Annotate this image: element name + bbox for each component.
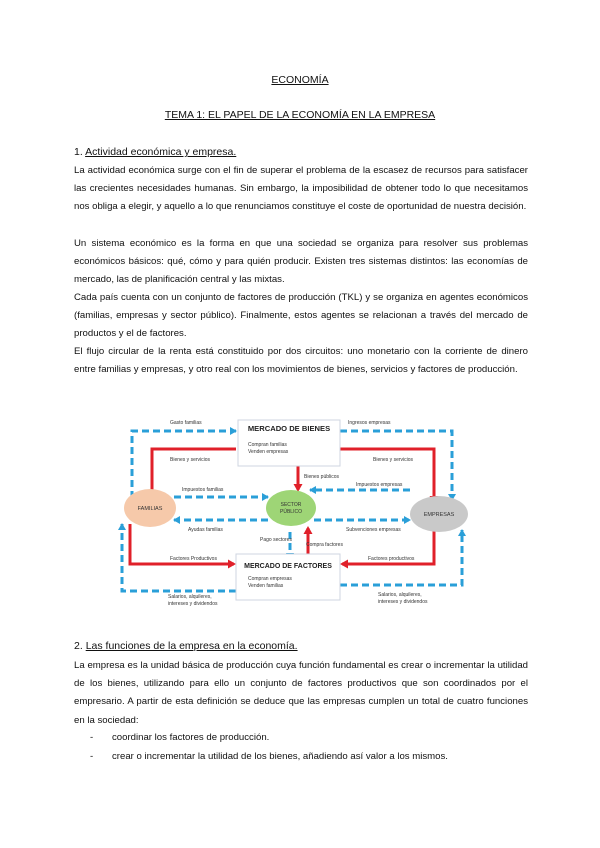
- sector-publico-label-2: PÚBLICO: [280, 509, 302, 515]
- familias-label: FAMILIAS: [137, 506, 163, 512]
- bienes-publicos-label: Bienes públicos: [304, 474, 340, 480]
- empresas-label: EMPRESAS: [423, 512, 455, 518]
- mercado-factores-label: MERCADO DE FACTORES: [244, 563, 332, 570]
- sector-publico-node: [266, 490, 316, 526]
- bienes-servicios-right-label: Bienes y servicios: [373, 457, 414, 463]
- salarios-left-label-2: intereses y dividendos: [168, 601, 218, 607]
- sector-publico-label-1: SECTOR: [280, 502, 302, 508]
- paragraph: El flujo circular de la renta está constituido por dos circuitos: uno monetario con la corriente de dinero entre familias y empresas, y otro real con los movimientos de bienes, servicios y factores de producción.: [74, 346, 528, 376]
- section-1-title: Actividad económica y empresa.: [85, 146, 237, 158]
- section-2-heading: [74, 640, 298, 652]
- factores-right-label: Factores productivos: [368, 556, 415, 562]
- list-item: [74, 751, 528, 770]
- bienes-servicios-left-label: Bienes y servicios: [170, 457, 211, 463]
- mercado-bienes-venden: Venden empresas: [248, 449, 289, 455]
- section-1-heading: [74, 146, 236, 158]
- mercado-factores-box: [236, 554, 340, 600]
- mercado-bienes-compran: Compran familias: [248, 442, 287, 448]
- bullet-marker: -: [90, 732, 94, 743]
- subvenciones-empresas-label: Subvenciones empresas: [346, 527, 401, 533]
- document-subtitle: TEMA 1: EL PAPEL DE LA ECONOMÍA EN LA EMPRESA: [164, 109, 436, 121]
- ingresos-empresas-label: Ingresos empresas: [348, 420, 391, 426]
- salarios-left-label-1: Salarios, alquileres,: [168, 594, 212, 600]
- compra-factores-label: Compra factores: [306, 542, 343, 548]
- paragraph: La empresa es la unidad básica de producción cuya función fundamental es crear o incrementar la utilidad de los bienes, utilizando para ello un conjunto de factores productivos que son coordinados por el empresario. A partir de esta definición se deduce que las empresas cumplen un total de cuatro funciones en la sociedad:: [74, 660, 528, 726]
- mercado-factores-compran: Compran empresas: [248, 576, 292, 582]
- paragraph: Un sistema económico es la forma en que una sociedad se organiza para resolver sus problemas económicos básicos: qué, cómo y para quién producir. Existen tres sistemas distintos: las economías de mercado, las de planificación central y las mixtas.: [74, 238, 528, 286]
- section-2-title: Las funciones de la empresa en la economía.: [85, 640, 298, 652]
- impuestos-familias-label: Impuestos familias: [182, 487, 224, 493]
- list-item: [74, 732, 528, 751]
- mercado-bienes-box: [238, 420, 340, 466]
- bullet-list: [74, 732, 528, 770]
- mercado-factores-venden: Venden familias: [248, 583, 284, 589]
- list-item-text: coordinar los factores de producción.: [112, 732, 270, 743]
- pago-sectores-label: Pago sectores: [260, 537, 292, 543]
- bullet-marker: -: [90, 751, 94, 762]
- salarios-right-label-2: intereses y dividendos: [378, 599, 428, 605]
- circular-flow-diagram: [118, 414, 480, 614]
- section-2-number: 2.: [74, 640, 83, 652]
- paragraph: La actividad económica surge con el fin de superar el problema de la escasez de recursos para satisfacer las crecientes necesidades humanas. Sin embargo, la imposibilidad de obtener todo lo que necesitamos nos obliga a elegir, y aquello a lo que renunciamos constituye el coste de oportunidad de nuestra decisión.: [74, 165, 528, 213]
- section-1-number: 1.: [74, 146, 83, 158]
- salarios-right-label-1: Salarios, alquileres,: [378, 592, 422, 598]
- gasto-familias-label: Gasto familias: [170, 420, 202, 426]
- document-title: ECONOMÍA: [271, 74, 329, 86]
- list-item-text: crear o incrementar la utilidad de los bienes, añadiendo así valor a los mismos.: [112, 751, 448, 762]
- factores-left-label: Factores Productivos: [170, 556, 217, 562]
- paragraph: Cada país cuenta con un conjunto de factores de producción (TKL) y se organiza en agentes económicos (familias, empresas y sector público). Finalmente, estos agentes se relacionan a través del mercado de productos y el de factores.: [74, 292, 528, 340]
- impuestos-empresas-label: Impuestos empresas: [356, 482, 403, 488]
- mercado-bienes-label: MERCADO DE BIENES: [247, 424, 331, 433]
- ayudas-familias-label: Ayudas familias: [188, 527, 223, 533]
